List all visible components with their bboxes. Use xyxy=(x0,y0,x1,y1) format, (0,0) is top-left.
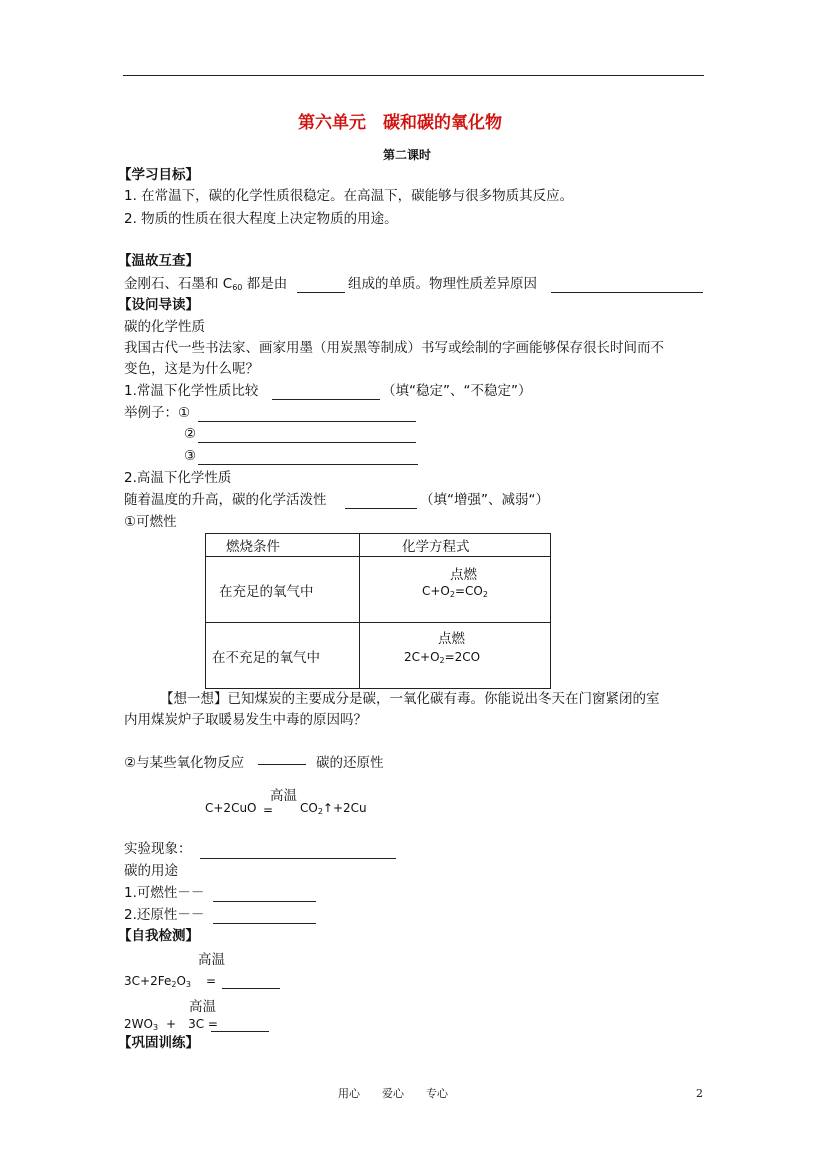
eq2-sub: 3 xyxy=(152,1023,159,1032)
eq-sub-a: 2 xyxy=(439,656,445,665)
goal-item-1: 1. 在常温下，碳的化学性质很稳定。在高温下，碳能够与很多物质其反应。 xyxy=(124,188,574,204)
self-check-eq-2 xyxy=(124,1018,218,1032)
guide-item-1: 1.常温下化学性质比较 xyxy=(124,383,259,399)
reduction-co: CO xyxy=(300,801,318,815)
table-row xyxy=(206,623,551,689)
review-sub: 60 xyxy=(232,283,243,292)
reduction-cond: 高温 xyxy=(270,788,297,804)
guide-item-2: 2.高温下化学性质 xyxy=(124,470,232,486)
guide-item-2-blank[interactable] xyxy=(345,508,417,509)
think-line-1: 【想一想】已知煤炭的主要成分是碳，一氧化碳有毒。你能说出冬天在门窗紧闭的室 xyxy=(160,691,660,707)
self-check-blank-1[interactable] xyxy=(222,988,280,989)
use-2-blank[interactable] xyxy=(213,923,316,924)
guide-item-2-text: 随着温度的升高，碳的化学活泼性 xyxy=(124,492,327,508)
reduction-cu: +2Cu xyxy=(332,801,367,815)
table-row xyxy=(206,557,551,623)
row-equation xyxy=(360,557,551,623)
review-text-b: 都是由 xyxy=(242,276,288,292)
row-condition: 在不充足的氧气中 xyxy=(206,623,360,689)
eq-part-b: =CO xyxy=(454,584,483,598)
example-label: 举例子：① xyxy=(124,405,191,421)
goal-item-2: 2. 物质的性质在很大程度上决定物质的用途。 xyxy=(124,211,398,227)
combustion-table xyxy=(205,533,551,689)
goals-heading: 【学习目标】 xyxy=(118,167,199,183)
example-blank-2[interactable] xyxy=(198,442,416,443)
header-rule xyxy=(123,75,704,76)
reduction-title-b: 碳的还原性 xyxy=(316,755,384,771)
review-blank-1[interactable] xyxy=(297,292,345,293)
page-title: 第六单元 碳和碳的氧化物 xyxy=(298,113,502,133)
eq1-part-b: O xyxy=(176,974,186,988)
review-text-a: 金刚石、石墨和 C xyxy=(124,276,233,292)
gas-arrow-icon: ↑ xyxy=(322,801,333,815)
eq-part-a: 2C+O xyxy=(404,650,440,664)
review-blank-2[interactable] xyxy=(551,292,703,293)
review-heading: 【温故互查】 xyxy=(118,253,199,269)
phenomenon-blank[interactable] xyxy=(200,858,396,859)
use-1: 1.可燃性－－ xyxy=(124,885,205,901)
eq2-part-a: 2WO xyxy=(124,1017,153,1031)
guide-item-1-blank[interactable] xyxy=(272,399,380,400)
eq-text xyxy=(422,585,488,599)
eq2-part-b: + 3C = xyxy=(166,1017,218,1031)
eq-part-a: C+O xyxy=(422,584,450,598)
row-equation xyxy=(360,623,551,689)
footer-text: 用心 爱心 专心 xyxy=(338,1087,448,1100)
self-check-blank-2[interactable] xyxy=(211,1031,269,1032)
review-line xyxy=(124,278,287,292)
use-1-blank[interactable] xyxy=(213,901,316,902)
page-subtitle: 第二课时 xyxy=(383,148,432,162)
header-condition: 燃烧条件 xyxy=(206,534,360,557)
combust-label: ①可燃性 xyxy=(124,514,177,530)
header-equation: 化学方程式 xyxy=(360,534,551,557)
table-header-row xyxy=(206,534,551,557)
use-2: 2.还原性－－ xyxy=(124,907,205,923)
guide-heading: 【设问导读】 xyxy=(118,297,199,313)
eq-sub-a: 2 xyxy=(449,590,455,599)
example-2-label: ② xyxy=(184,426,197,442)
reduction-eq-left: C+2CuO xyxy=(205,801,257,815)
eq-cond-label: 点燃 xyxy=(450,567,477,583)
reduction-title-a: ②与某些氧化物反应 xyxy=(124,755,245,771)
row-condition: 在充足的氧气中 xyxy=(206,557,360,623)
consolidate-heading: 【巩固训练】 xyxy=(118,1035,199,1051)
self-check-eq-1 xyxy=(124,975,191,989)
example-3-label: ③ xyxy=(184,448,197,464)
eq1-sub-b: 3 xyxy=(185,980,191,989)
self-check-cond-1: 高温 xyxy=(198,952,225,968)
reduction-dash xyxy=(258,764,306,765)
self-check-heading: 【自我检测】 xyxy=(118,928,199,944)
reduction-co-sub: 2 xyxy=(317,807,323,816)
guide-question-1: 我国古代一些书法家、画家用墨（用炭黑等制成）书写或绘制的字画能够保存很长时间而不 xyxy=(124,340,664,356)
eq-cond-label: 点燃 xyxy=(438,631,465,647)
think-line-2: 内用煤炭炉子取暖易发生中毒的原因吗？ xyxy=(124,712,367,728)
self-check-cond-2: 高温 xyxy=(189,999,216,1015)
review-text-c: 组成的单质。物理性质差异原因 xyxy=(348,276,537,292)
guide-topic: 碳的化学性质 xyxy=(124,319,205,335)
self-check-eq-1-equals: = xyxy=(206,974,217,988)
reduction-eq-right xyxy=(300,802,367,816)
eq-text xyxy=(404,651,480,665)
guide-item-1-fill: （填“稳定”、“不稳定”） xyxy=(382,383,532,399)
eq1-part-a: 3C+2Fe xyxy=(124,974,172,988)
uses-title: 碳的用途 xyxy=(124,863,178,879)
page-number: 2 xyxy=(696,1087,703,1100)
guide-question-2: 变色，这是为什么呢？ xyxy=(124,361,259,377)
reduction-eq-equals: = xyxy=(263,803,274,817)
eq-part-b: =2CO xyxy=(444,650,481,664)
eq1-sub-a: 2 xyxy=(171,980,177,989)
guide-item-2-fill: （填“增强”、减弱“） xyxy=(420,492,549,508)
eq-sub-b: 2 xyxy=(482,590,488,599)
phenomenon-label: 实验现象： xyxy=(124,841,192,857)
example-blank-1[interactable] xyxy=(198,421,416,422)
example-blank-3[interactable] xyxy=(198,464,418,465)
